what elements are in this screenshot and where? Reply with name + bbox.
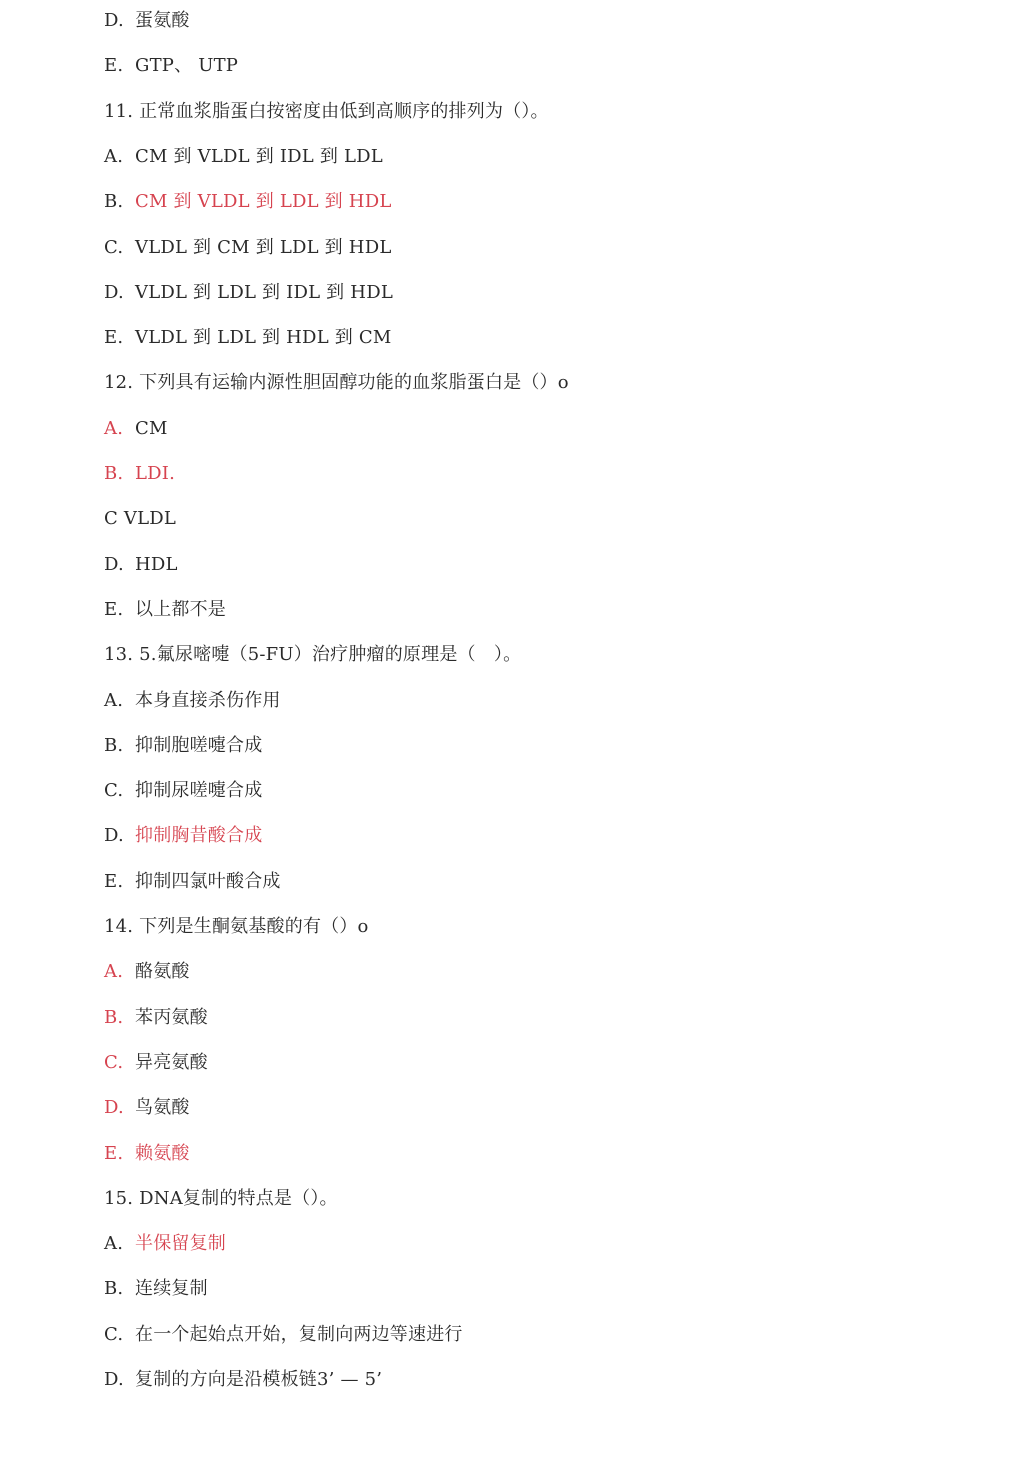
option-line [104,142,383,172]
option-line [104,1274,208,1304]
question-text: 12. 下列具有运输内源性胆固醇功能的血浆脂蛋白是（）o [104,372,569,394]
option-label: E. [104,598,124,620]
option-line [104,731,262,761]
option-text-answer: 半保留复制 [135,1233,226,1255]
option-label: C. [104,1051,124,1073]
option-line [104,1093,190,1123]
option-text: 异亮氨酸 [135,1051,208,1073]
option-line [104,233,392,263]
option-label: A. [104,961,124,983]
option-label: B. [104,463,124,484]
option-line [104,1365,382,1395]
option-label: B. [104,734,124,756]
option-text: 蛋氨酸 [135,10,190,31]
option-label: C. [104,236,124,258]
option-text: 以上都不是 [135,598,226,620]
option-label: D. [104,1369,124,1390]
option-label: E. [104,870,124,892]
option-line [104,1048,208,1078]
option-line [104,1003,208,1033]
option-label: B. [104,191,124,213]
option-label: B. [104,1006,124,1028]
option-line [104,504,176,534]
option-text: C VLDL [104,508,177,530]
option-text-answer: 抑制胸昔酸合成 [135,825,263,847]
option-label: E. [104,327,124,349]
option-text: VLDL 到 LDL 到 HDL 到 CM [135,327,392,349]
option-label: E. [104,55,124,77]
option-line [104,821,262,851]
option-text: 酪氨酸 [135,961,190,983]
question-line [104,97,549,127]
question-line [104,912,369,942]
question-line [104,640,521,670]
option-text: 在一个起始点开始，复制向两边等速进行 [135,1323,463,1345]
option-text: 连续复制 [135,1278,208,1300]
option-line [104,459,175,489]
option-text-answer: LDI. [135,463,176,484]
option-label: B. [104,1278,124,1300]
option-text: 抑制四氯叶酸合成 [135,870,281,892]
question-line [104,368,569,398]
question-text: 14. 下列是生酮氨基酸的有（）o [104,916,369,937]
option-text: VLDL 到 CM 到 LDL 到 HDL [135,236,392,258]
option-label: D. [104,281,124,303]
option-text: 复制的方向是沿模板链3’ — 5’ [135,1369,383,1390]
option-line [104,414,168,444]
option-line [104,957,190,987]
option-line [104,1229,226,1259]
option-text: VLDL 到 LDL 到 IDL 到 HDL [135,281,393,303]
option-text: 苯丙氨酸 [135,1006,208,1028]
option-text: 本身直接杀伤作用 [135,689,281,711]
option-text: 抑制尿嗟嚏合成 [135,780,263,802]
option-label: D. [104,825,124,847]
option-line [104,278,393,308]
question-text: 11. 正常血浆脂蛋白按密度由低到高顺序的排列为（）。 [104,100,549,122]
option-line [104,595,226,625]
option-text: CM [135,417,168,439]
option-line [104,686,281,716]
option-line [104,6,190,36]
option-label: D. [104,553,124,575]
question-text: 13. 5.氟尿嘧嚏（5-FU）治疗肿瘤的原理是（ ）。 [104,644,522,666]
option-label: A. [104,417,124,439]
option-line [104,323,392,353]
option-text: 抑制胞嗟嚏合成 [135,734,263,756]
option-text: CM 到 VLDL 到 IDL 到 LDL [135,145,383,167]
option-label: C. [104,780,124,802]
option-text: GTP、 UTP [135,55,239,77]
option-line [104,550,178,580]
option-text-answer: CM 到 VLDL 到 LDL 到 HDL [135,191,392,213]
option-line [104,1139,190,1169]
option-label: D. [104,1097,124,1119]
option-label: D. [104,10,124,31]
option-label: E. [104,1142,124,1164]
option-text: HDL [135,553,178,575]
option-label: A. [104,689,124,711]
question-line [104,1184,338,1214]
option-line [104,776,262,806]
option-text-answer: 赖氨酸 [135,1142,190,1164]
option-line [104,51,238,81]
option-line [104,187,392,217]
option-line [104,1320,463,1350]
option-label: A. [104,1233,124,1255]
option-text: 鸟氨酸 [135,1097,190,1119]
question-text: 15. DNA复制的特点是（）。 [104,1187,338,1209]
option-label: A. [104,145,124,167]
option-line [104,867,281,897]
option-label: C. [104,1323,124,1345]
